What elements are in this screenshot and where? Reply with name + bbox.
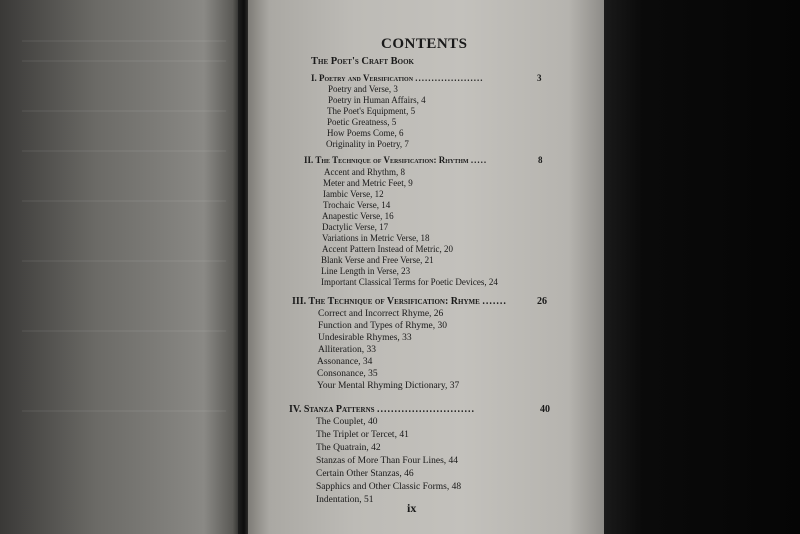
section-label: III. The Technique of Versification: Rhyme [292, 296, 480, 307]
section-page-number: 3 [537, 73, 542, 83]
section-heading [311, 74, 484, 83]
toc-entry: The Couplet, 40 [316, 417, 378, 427]
section-heading [289, 405, 475, 415]
toc-entry: Indentation, 51 [316, 495, 374, 505]
toc-entry: Accent and Rhythm, 8 [324, 167, 405, 177]
dot-leader: ..... [470, 155, 488, 165]
section-page-number: 40 [540, 404, 550, 415]
toc-entry: The Poet's Equipment, 5 [327, 106, 416, 116]
section-page-number: 8 [538, 155, 543, 165]
toc-entry: Certain Other Stanzas, 46 [316, 469, 414, 479]
dot-leader: ............................ [377, 404, 476, 415]
toc-entry: Poetry in Human Affairs, 4 [328, 95, 426, 105]
toc-entry: Trochaic Verse, 14 [323, 200, 391, 210]
toc-entry: The Triplet or Tercet, 41 [316, 430, 409, 440]
toc-entry: Blank Verse and Free Verse, 21 [321, 255, 434, 265]
page-folio: ix [407, 501, 417, 515]
toc-entry: Your Mental Rhyming Dictionary, 37 [317, 381, 460, 391]
toc-entry: Iambic Verse, 12 [323, 189, 384, 199]
section-label: I. Poetry and Versification [311, 73, 414, 83]
section-heading [292, 297, 507, 307]
toc-entry: Anapestic Verse, 16 [322, 211, 394, 221]
toc-entry: Line Length in Verse, 23 [321, 266, 411, 276]
toc-entry: Meter and Metric Feet, 9 [323, 178, 413, 188]
toc-entry: Stanzas of More Than Four Lines, 44 [316, 456, 459, 466]
section-page-number: 26 [537, 296, 547, 307]
dot-leader: ....... [482, 296, 507, 307]
toc-entry: Poetry and Verse, 3 [328, 84, 398, 94]
section-label: II. The Technique of Versification: Rhythm [304, 155, 469, 165]
toc-entry: Originality in Poetry, 7 [326, 139, 409, 149]
toc-entry: Variations in Metric Verse, 18 [322, 233, 430, 243]
book-title: The Poet's Craft Book [311, 56, 414, 67]
section-heading [304, 156, 487, 165]
toc-entry: Correct and Incorrect Rhyme, 26 [318, 309, 444, 319]
dot-leader: ..................... [415, 73, 484, 83]
toc-entry: Assonance, 34 [317, 357, 373, 367]
toc-entry: Alliteration, 33 [318, 345, 377, 355]
toc-entry: Consonance, 35 [317, 369, 378, 379]
toc-entry: Important Classical Terms for Poetic Devices, 24 [321, 277, 498, 287]
toc-entry: Poetic Greatness, 5 [327, 117, 397, 127]
toc-entry: How Poems Come, 6 [327, 128, 404, 138]
toc-entry: Sapphics and Other Classic Forms, 48 [316, 482, 462, 492]
section-label: IV. Stanza Patterns [289, 404, 375, 415]
toc-entry: The Quatrain, 42 [316, 443, 381, 453]
toc-entry: Accent Pattern Instead of Metric, 20 [322, 244, 453, 254]
toc-entry: Function and Types of Rhyme, 30 [318, 321, 447, 331]
toc-entry: Dactylic Verse, 17 [322, 222, 389, 232]
page-heading: CONTENTS [381, 36, 468, 52]
toc-entry: Undesirable Rhymes, 33 [318, 333, 412, 343]
